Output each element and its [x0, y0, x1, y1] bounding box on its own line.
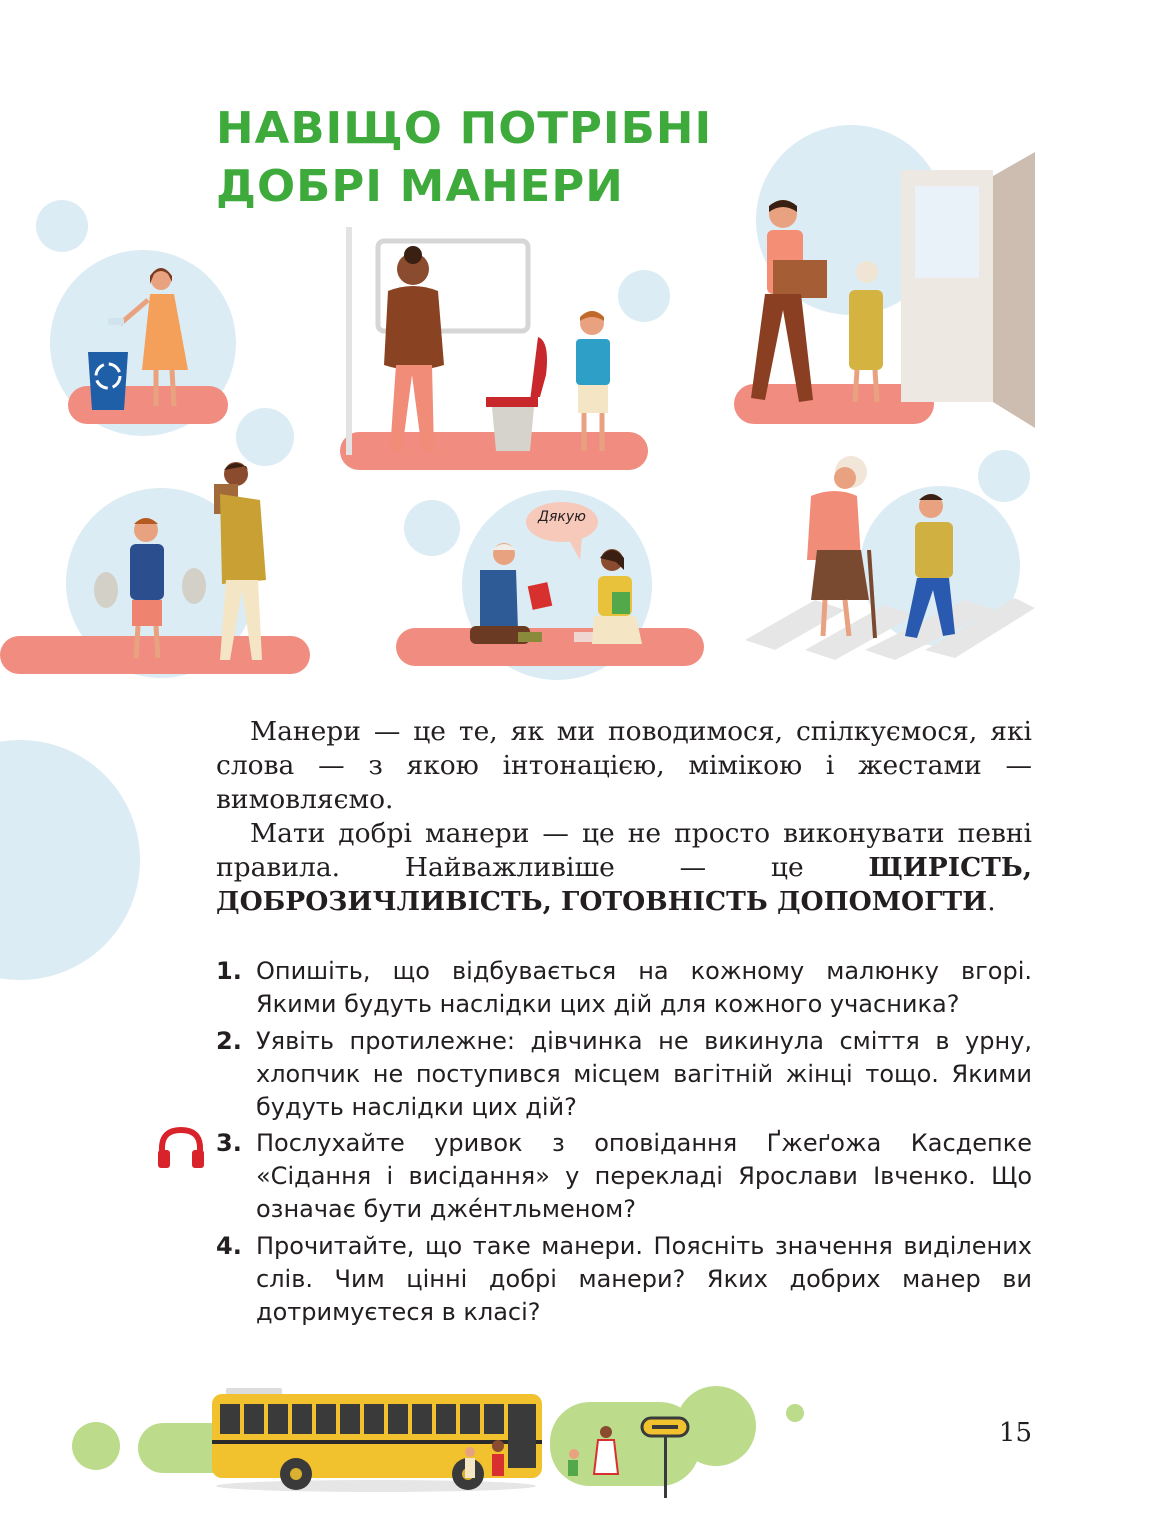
key-paragraph-bold: ЩИРІСТЬ, ДОБРОЗИЧЛИВІСТЬ, ГОТОВНІСТЬ ДОПОМОГТИ [216, 852, 1032, 917]
decor-green-circle [72, 1422, 120, 1470]
bus-seat-illustration [340, 225, 640, 465]
speech-bubble-text: Дякую [538, 509, 586, 525]
decor-circle [236, 408, 294, 466]
task-number: 2. [216, 1027, 242, 1055]
decor-circle [36, 200, 88, 252]
task-number: 3. [216, 1129, 242, 1157]
task-item [216, 1230, 1032, 1329]
decor-circle [404, 500, 460, 556]
key-paragraph-end: . [987, 886, 996, 917]
task-text: Опишіть, що відбувається на кожному малюнку вгорі. Якими будуть наслідки цих дій для кожного учасника? [256, 957, 1032, 1018]
crossing-illustration [745, 450, 1035, 660]
task-text: Послухайте уривок з оповідання Ґжеґожа Касдепке «Сідання і висідання» у перекладі Ярослави Івченко. Що означає бути джéнтльменом? [256, 1129, 1032, 1223]
decor-circle [0, 740, 140, 980]
decor-green-circle [786, 1404, 804, 1422]
recycling-illustration [80, 260, 220, 410]
title-line-2: ДОБРІ МАНЕРИ [216, 161, 624, 212]
page-number: 15 [998, 1418, 1032, 1448]
page-title [216, 100, 712, 216]
task-item [216, 1025, 1032, 1124]
task-text: Прочитайте, що таке манери. Поясніть значення виділених слів. Чим цінні добрі манери? Яких добрих манер ви дотримуєтеся в класі? [256, 1232, 1032, 1326]
task-item [216, 955, 1032, 1021]
key-paragraph [216, 817, 1032, 919]
task-number: 4. [216, 1232, 242, 1260]
holding-door-illustration [735, 150, 1040, 430]
task-item [216, 1127, 1032, 1226]
key-paragraph-text: Мати добрі манери — це не просто виконувати певні правила. Найважливіше — це [216, 818, 1032, 883]
headphones-icon[interactable] [156, 1126, 206, 1170]
task-number: 1. [216, 957, 242, 985]
intro-paragraph: Манери — це те, як ми поводимося, спілкуємося, які слова — з якою інтонацією, мімікою і жестами — вимовляємо. [216, 716, 1032, 815]
thank-you-illustration [456, 540, 666, 660]
recycle-bin [88, 352, 128, 410]
helping-bags-illustration [90, 460, 290, 665]
title-line-1: НАВІЩО ПОТРІБНІ [216, 103, 713, 154]
bus-stop-sign-icon [640, 1416, 690, 1498]
task-text: Уявіть протилежне: дівчинка не викинула сміття в урну, хлопчик не поступився місцем вагітній жінці тощо. Якими будуть наслідки цих дій? [256, 1027, 1032, 1121]
people-at-stop-illustration [456, 1424, 656, 1494]
